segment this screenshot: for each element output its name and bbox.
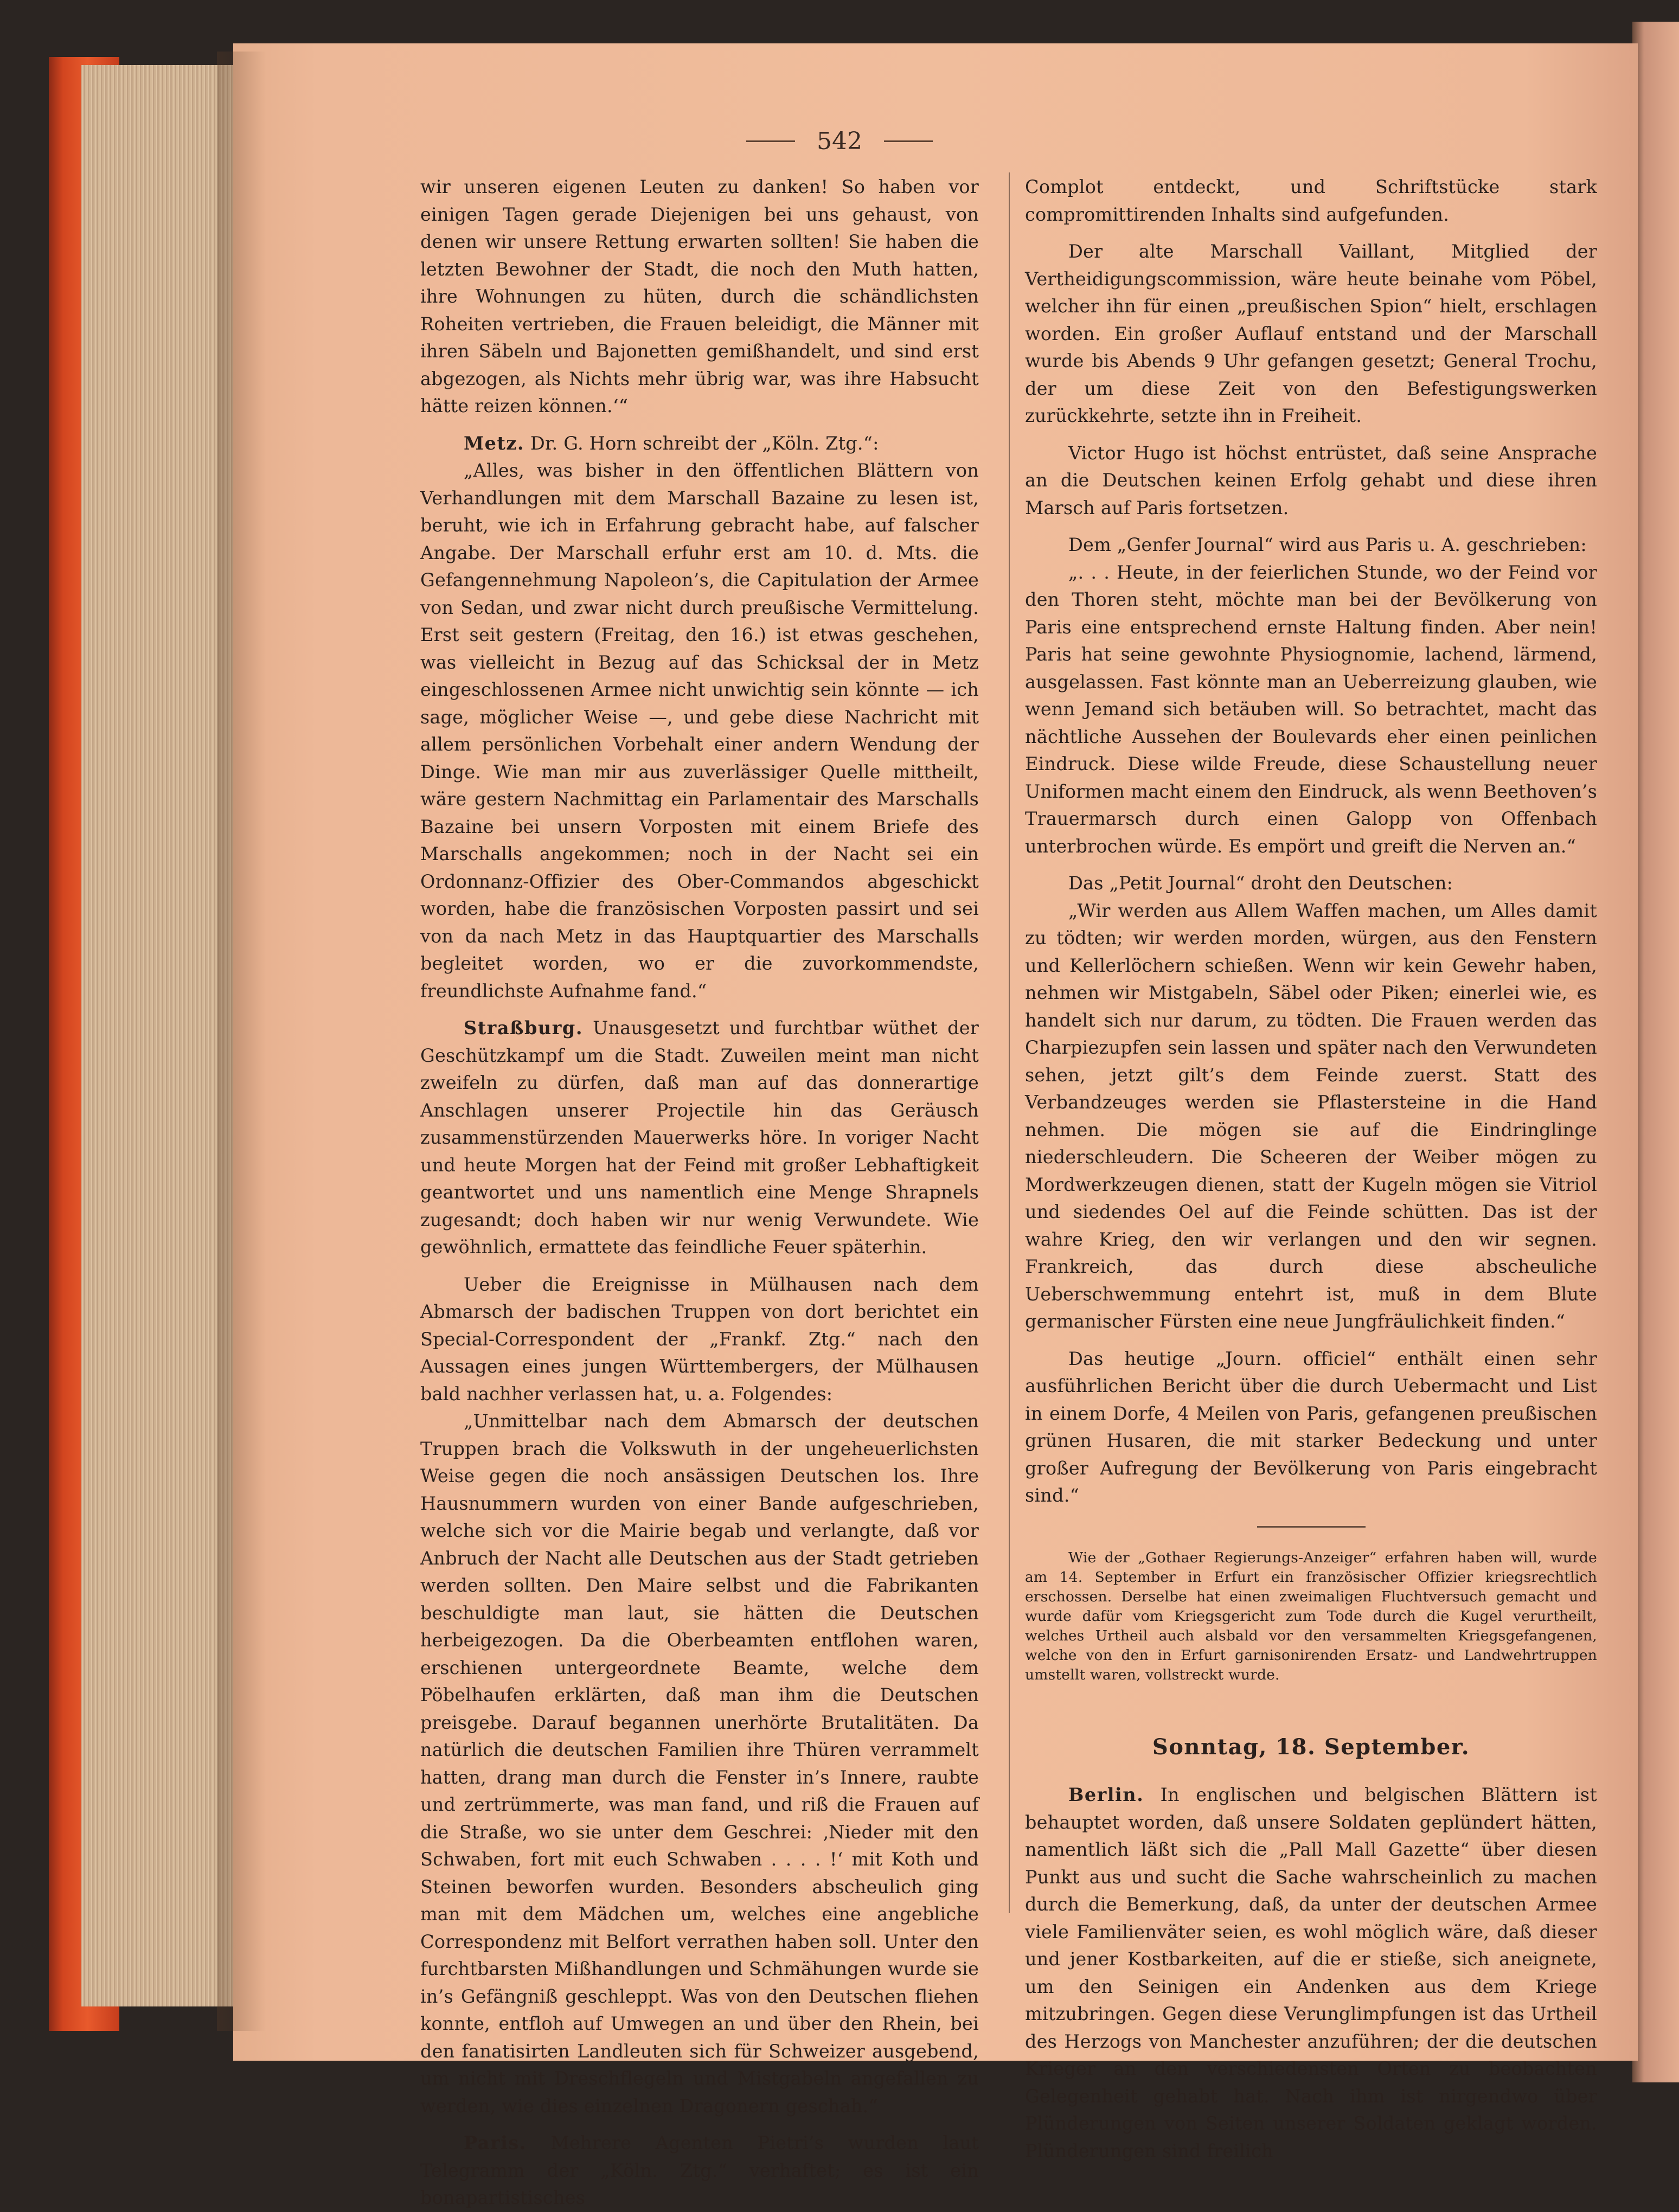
metz-paragraph	[420, 430, 979, 458]
paragraph-continuation: wir unseren eigenen Leuten zu danken! So haben vor einigen Tagen gerade Diejenigen bei uns gehaust, von denen wir unsere Rettung erwarten sollten! Sie haben die letzten Bewohner der Stadt, die noch den Muth hatten, ihre Wohnungen zu hüten, durch die schändlichsten Roheiten vertrieben, die Frauen beleidigt, die Männer mit ihren Säbeln und Bajonetten gemißhandelt, und sind erst abgezogen, als Nichts mehr übrig war, was ihre Habsucht hätte reizen können.‘“	[420, 176, 979, 416]
vaillant-paragraph: Der alte Marschall Vaillant, Mitglied der Vertheidigungscommission, wäre heute beinahe vom Pöbel, welcher ihn für einen „preußischen Spion“ hielt, erschlagen worden. Ein großer Auflauf entstand und der Marschall wurde bis Abends 9 Uhr gefangen gesetzt; General Trochu, der um diese Zeit von den Befestigungswerken zurückkehrte, setzte ihn in Freiheit.	[1025, 241, 1597, 426]
berlin-paragraph	[1025, 1781, 1597, 2165]
metz-intro: Dr. G. Horn schreibt der „Köln. Ztg.“:	[530, 432, 879, 454]
muelhausen-paragraph: Ueber die Ereignisse in Mülhausen nach dem Abmarsch der badischen Truppen von dort berichtet ein Special-Correspondent der „Frankf. Ztg.“ nach den Aussagen eines jungen Württembergers, der Mülhausen bald nachher verlassen hat, u. a. Folgendes:	[420, 1273, 979, 1405]
left-column	[420, 174, 979, 2212]
genfer-intro: Dem „Genfer Journal“ wird aus Paris u. A. geschrieben:	[1068, 534, 1587, 555]
strassburg-heading: Straßburg.	[464, 1017, 583, 1038]
erfurt-note: Wie der „Gothaer Regierungs-Anzeiger“ erfahren haben will, wurde am 14. September in Erfurt ein französischer Offizier kriegsrechtlich erschossen. Derselbe hat einen zweimaligen Fluchtversuch gemacht und wurde dafür vom Kriegsgericht zum Tode durch die Kugel verurtheilt, welches Urtheil auch alsbald vor den versammelten Kriegsgefangenen, welche von den in Erfurt garnisonirenden Ersatz- und Landwehrtruppen umstellt waren, vollstreckt wurde.	[1025, 1549, 1597, 1683]
berlin-text: In englischen und belgischen Blättern ist behauptet worden, daß unsere Soldaten geplündert hätten, namentlich läßt sich die „Pall Mall Gazette“ über diesen Punkt aus und sucht die Sache wahrscheinlich zu machen durch die Bemerkung, daß, da unter der deutschen Armee viele Familienväter seien, es wohl möglich wäre, daß dieser und jener Kostbarkeiten, auf die er stieße, sich aneignete, um den Seinigen ein Andenken aus dem Kriege mitzubringen. Gegen diese Verunglimpfungen ist das Urtheil des Herzogs von Manchester anzuführen; der die deutschen Krieger an den verschiedensten Orten zu beobachten Gelegenheit gehabt hat. Nach ihm ist nirgendwo über Plünderungen von Seiten unserer Soldaten geklagt worden. Plünderungen sind freilich	[1025, 1784, 1597, 2162]
paris-text: Mehrere Agenten Pietri’s wurden laut Telegramm der „Köln. Ztg.“ verhaftet; es ist ein bonapartistisches	[420, 2132, 979, 2208]
berlin-heading: Berlin.	[1068, 1784, 1144, 1805]
petit-journal-intro: Das „Petit Journal“ droht den Deutschen:	[1068, 873, 1453, 894]
column-divider	[1009, 172, 1010, 1913]
paris-paragraph	[420, 2130, 979, 2212]
strassburg-text: Unausgesetzt und furchtbar wüthet der Geschützkampf um die Stadt. Zuweilen meint man nicht zweifeln zu dürfen, daß man auf das donnerartige Anschlagen unserer Projectile hin das Geräusch zusammenstürzenden Mauerwerks höre. In voriger Nacht und heute Morgen hat der Feind mit großer Lebhaftigkeit geantwortet und uns namentlich eine Menge Shrapnels zugesandt; doch haben wir nur wenig Verwundete. Wie gewöhnlich, ermattete das feindliche Feuer späterhin.	[420, 1017, 979, 1258]
folio-rule-right	[884, 140, 933, 142]
genfer-quote: „. . . Heute, in der feierlichen Stunde, wo der Feind vor den Thoren steht, möchte man bei der Bevölkerung von Paris eine entsprechend ernste Haltung finden. Aber nein! Paris hat seine gewohnte Physiognomie, lachend, lärmend, ausgelassen. Fast könnte man an Ueberreizung glauben, wie wenn Jemand sich betäuben will. So betrachtet, macht das nächtliche Aussehen der Boulevards eher einen peinlichen Eindruck. Diese wilde Freude, diese Schaustellung neuer Uniformen macht einem den Eindruck, als wenn Beethoven’s Trauermarsch durch einen Galopp von Offenbach unterbrochen würde. Es empört und greift die Nerven an.“	[1025, 561, 1597, 857]
muelhausen-quote: „Unmittelbar nach dem Abmarsch der deutschen Truppen brach die Volkswuth in der ungeheuerlichsten Weise gegen die noch ansässigen Deutschen los. Ihre Hausnummern wurden von einer Bande aufgeschrieben, welche sich vor die Mairie begab und verlangte, daß vor Anbruch der Nacht alle Deutschen aus der Stadt getrieben werden sollten. Den Maire selbst und die Fabrikanten beschuldigte man laut, sie hätten die Deutschen herbeigezogen. Da die Oberbeamten entflohen waren, erschienen untergeordnete Beamte, welche dem Pöbelhaufen erklärten, daß man ihm die Deutschen preisgebe. Darauf begannen unerhörte Brutalitäten. Da natürlich die deutschen Familien ihre Thüren verrammelt hatten, drang man durch die Fenster in’s Innere, raubte und zertrümmerte, was man fand, und riß die Frauen auf die Straße, wo sie unter dem Geschrei: ‚Nieder mit den Schwaben, fort mit euch Schwaben . . . . !‘ mit Koth und Steinen beworfen wurden. Besonders abscheulich ging man mit dem Mädchen um, welches eine angebliche Correspondenz mit Belfort verrathen haben soll. Unter den furchtbarsten Mißhandlungen und Schmähungen wurde sie in’s Gefängniß geschleppt. Was von den Deutschen fliehen konnte, entfloh auf Umwegen an und über den Rhein, bei den fanatisirten Landleuten sich für Schweizer ausgebend, um nicht mit Dreschflegeln und Mistgabeln angefallen zu werden, wie dies einzelnen Dragonern geschah.“	[420, 1410, 979, 2117]
metz-heading: Metz.	[464, 432, 525, 454]
journal-officiel-paragraph: Das heutige „Journ. officiel“ enthält einen sehr ausführlichen Bericht über die durch Uebermacht und List in einem Dorfe, 4 Meilen von Paris, gefangenen preußischen grünen Husaren, die mit starker Bedeckung und unter großer Aufregung der Bevölkerung von Paris eingebracht sind.“	[1025, 1348, 1597, 1506]
paris-heading: Paris.	[464, 2132, 527, 2153]
gutter-shadow	[217, 52, 266, 2031]
date-heading: Sonntag, 18. September.	[1152, 1734, 1470, 1760]
next-page-edge	[1632, 22, 1679, 2082]
right-column	[1025, 174, 1597, 2165]
petit-journal-quote: „Wir werden aus Allem Waffen machen, um Alles damit zu tödten; wir werden morden, würgen, aus den Fenstern und Kellerlöchern schießen. Wenn wir kein Gewehr haben, nehmen wir Mistgabeln, Säbel oder Piken; einerlei wie, es handelt sich nur darum, zu tödten. Die Frauen werden das Charpiezupfen sein lassen und später nach den Verwundeten sehen, jetzt gilt’s dem Feinde zuerst. Statt des Verbandzeuges werden sie Pflastersteine in die Hand nehmen. Die mögen sie auf die Eindringlinge niederschleudern. Die Scheeren der Weiber mögen zu Mordwerkzeugen dienen, statt der Kugeln mögen sie Vitriol und siedendes Oel auf die Feinde schütten. Das ist der wahre Krieg, den wir verlangen und den wir segnen. Frankreich, das durch diese abscheuliche Ueberschwemmung entehrt ist, muß in dem Blute germanischer Fürsten eine neue Jungfräulichkeit finden.“	[1025, 900, 1597, 1332]
section-separator	[1257, 1526, 1366, 1528]
hugo-paragraph: Victor Hugo ist höchst entrüstet, daß seine Ansprache an die Deutschen keinen Erfolg gehabt und diese ihren Marsch auf Paris fortsetzen.	[1025, 442, 1597, 518]
metz-quote: „Alles, was bisher in den öffentlichen Blättern von Verhandlungen mit dem Marschall Bazaine zu lesen ist, beruht, wie ich in Erfahrung gebracht habe, auf falscher Angabe. Der Marschall erfuhr erst am 10. d. Mts. die Gefangennehmung Napoleon’s, die Capitulation der Armee von Sedan, und zwar nicht durch preußische Vermittelung. Erst seit gestern (Freitag, den 16.) ist etwas geschehen, was vielleicht in Bezug auf das Schicksal der in Metz eingeschlossenen Armee nicht unwichtig sein könnte — ich sage, möglicher Weise —, und gebe diese Nachricht mit allem persönlichen Vorbehalt einer andern Wendung der Dinge. Wie man mir aus zuverlässiger Quelle mittheilt, wäre gestern Nachmittag ein Parlamentair des Marschalls Bazaine bei unsern Vorposten mit einem Briefe des Marschalls angekommen; noch in der Nacht sei ein Ordonnanz-Offizier des Ober-Commandos abgeschickt worden, habe die französischen Vorposten passirt und sei von da nach Metz in das Hauptquartier des Marschalls begleitet worden, wo er die zuvorkommendste, freundlichste Aufnahme fand.“	[420, 460, 979, 1002]
folio-rule-left	[746, 140, 795, 142]
page-number-line	[0, 127, 1679, 155]
strassburg-paragraph	[420, 1015, 979, 1261]
complot-paragraph: Complot entdeckt, und Schriftstücke stark compromittirenden Inhalts sind aufgefunden.	[1025, 176, 1597, 225]
page-number: 542	[817, 127, 862, 155]
